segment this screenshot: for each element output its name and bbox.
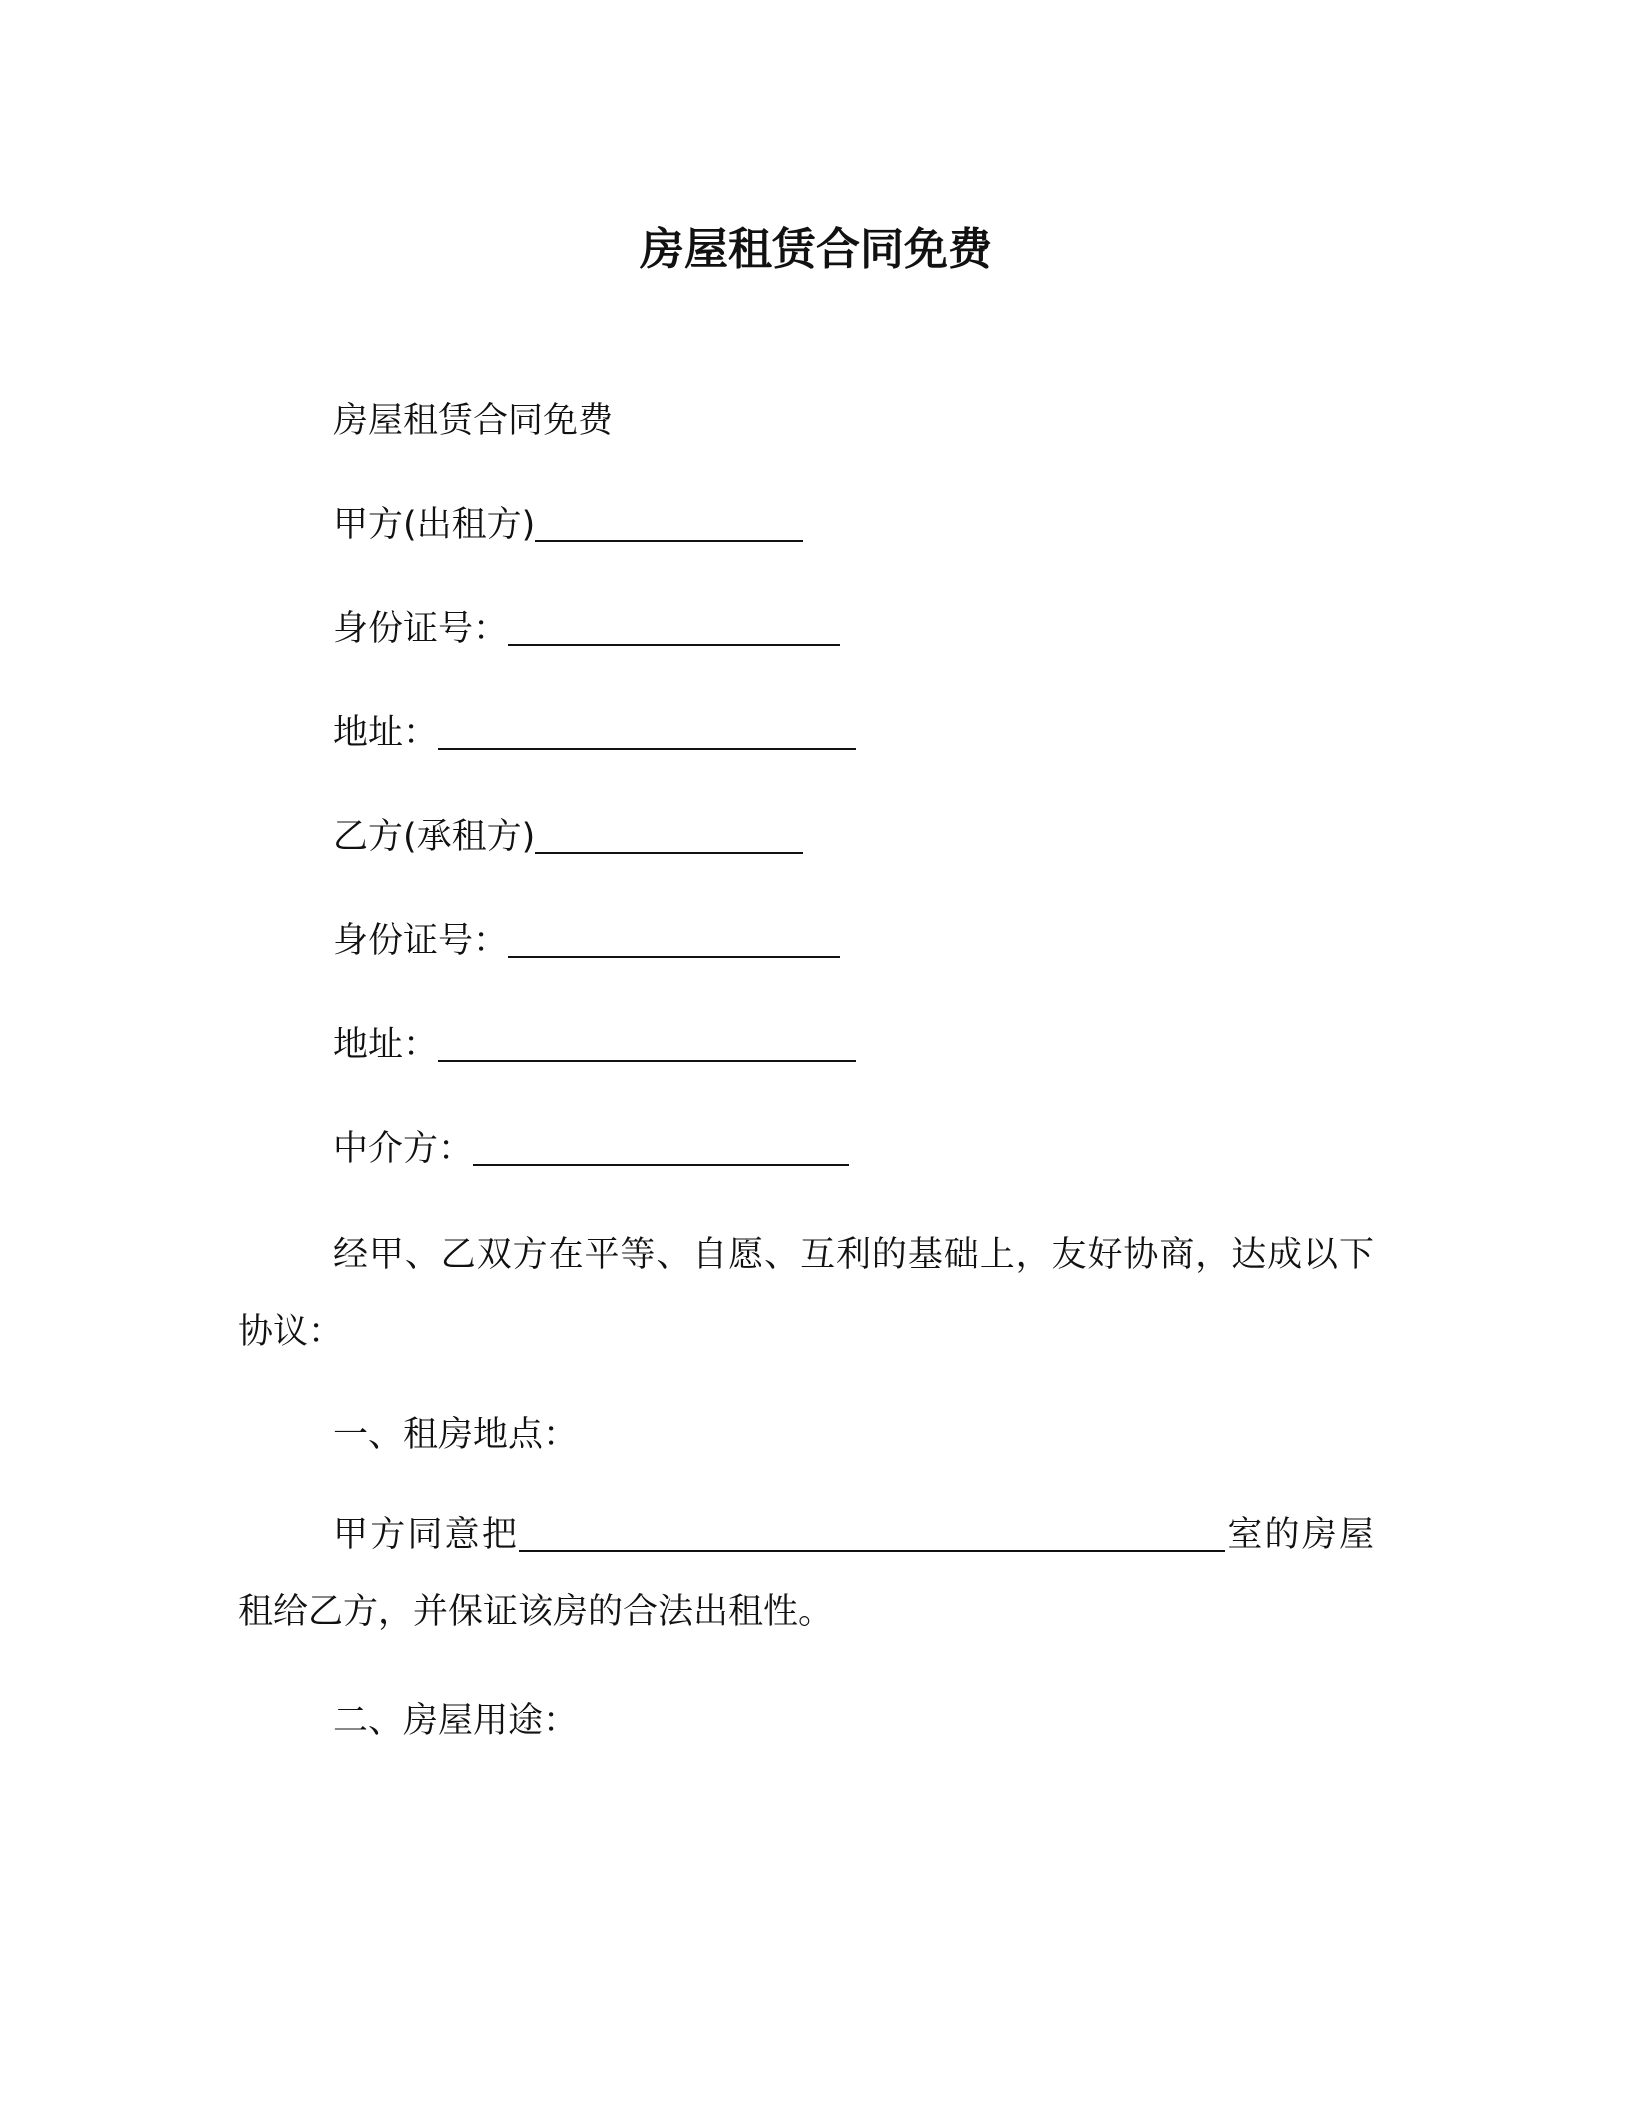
- section1-text-after: 室的房屋租给乙方，并保证该房的合法出租性。: [238, 1515, 1374, 1632]
- lessee-id-blank: [508, 920, 840, 958]
- lessee-label: 乙方(承租方): [333, 817, 536, 857]
- document-title: 房屋租赁合同免费: [640, 224, 992, 275]
- lessor-id-field: [333, 606, 840, 652]
- room-address-blank: [519, 1514, 1225, 1552]
- lessor-blank: [535, 504, 803, 542]
- agent-label: 中介方：: [333, 1129, 474, 1169]
- intro-paragraph: 经甲、乙双方在平等、自愿、互利的基础上，友好协商，达成以下协议：: [238, 1235, 1374, 1352]
- section1-text-before: 甲方同意把: [333, 1515, 520, 1555]
- lessor-id-label: 身份证号：: [333, 609, 509, 649]
- lessor-id-blank: [508, 608, 840, 646]
- document-subtitle: 房屋租赁合同免费: [333, 401, 614, 441]
- agent-field: [333, 1126, 849, 1172]
- section2-heading: 二、房屋用途：: [333, 1701, 579, 1741]
- lessor-field: [333, 502, 803, 548]
- section1-paragraph: [238, 1497, 1374, 1651]
- lessor-address-field: [333, 710, 856, 756]
- lessee-blank: [535, 816, 803, 854]
- lessee-id-label: 身份证号：: [333, 921, 509, 961]
- lessor-address-label: 地址：: [333, 713, 439, 753]
- lessee-address-field: [333, 1022, 856, 1068]
- section1-heading: 一、租房地点：: [333, 1415, 579, 1455]
- lessee-address-label: 地址：: [333, 1025, 439, 1065]
- lessee-address-blank: [438, 1024, 856, 1062]
- lessor-address-blank: [438, 712, 856, 750]
- lessee-id-field: [333, 918, 840, 964]
- lessor-label: 甲方(出租方): [333, 505, 536, 545]
- agent-blank: [473, 1128, 849, 1166]
- lessee-field: [333, 814, 803, 860]
